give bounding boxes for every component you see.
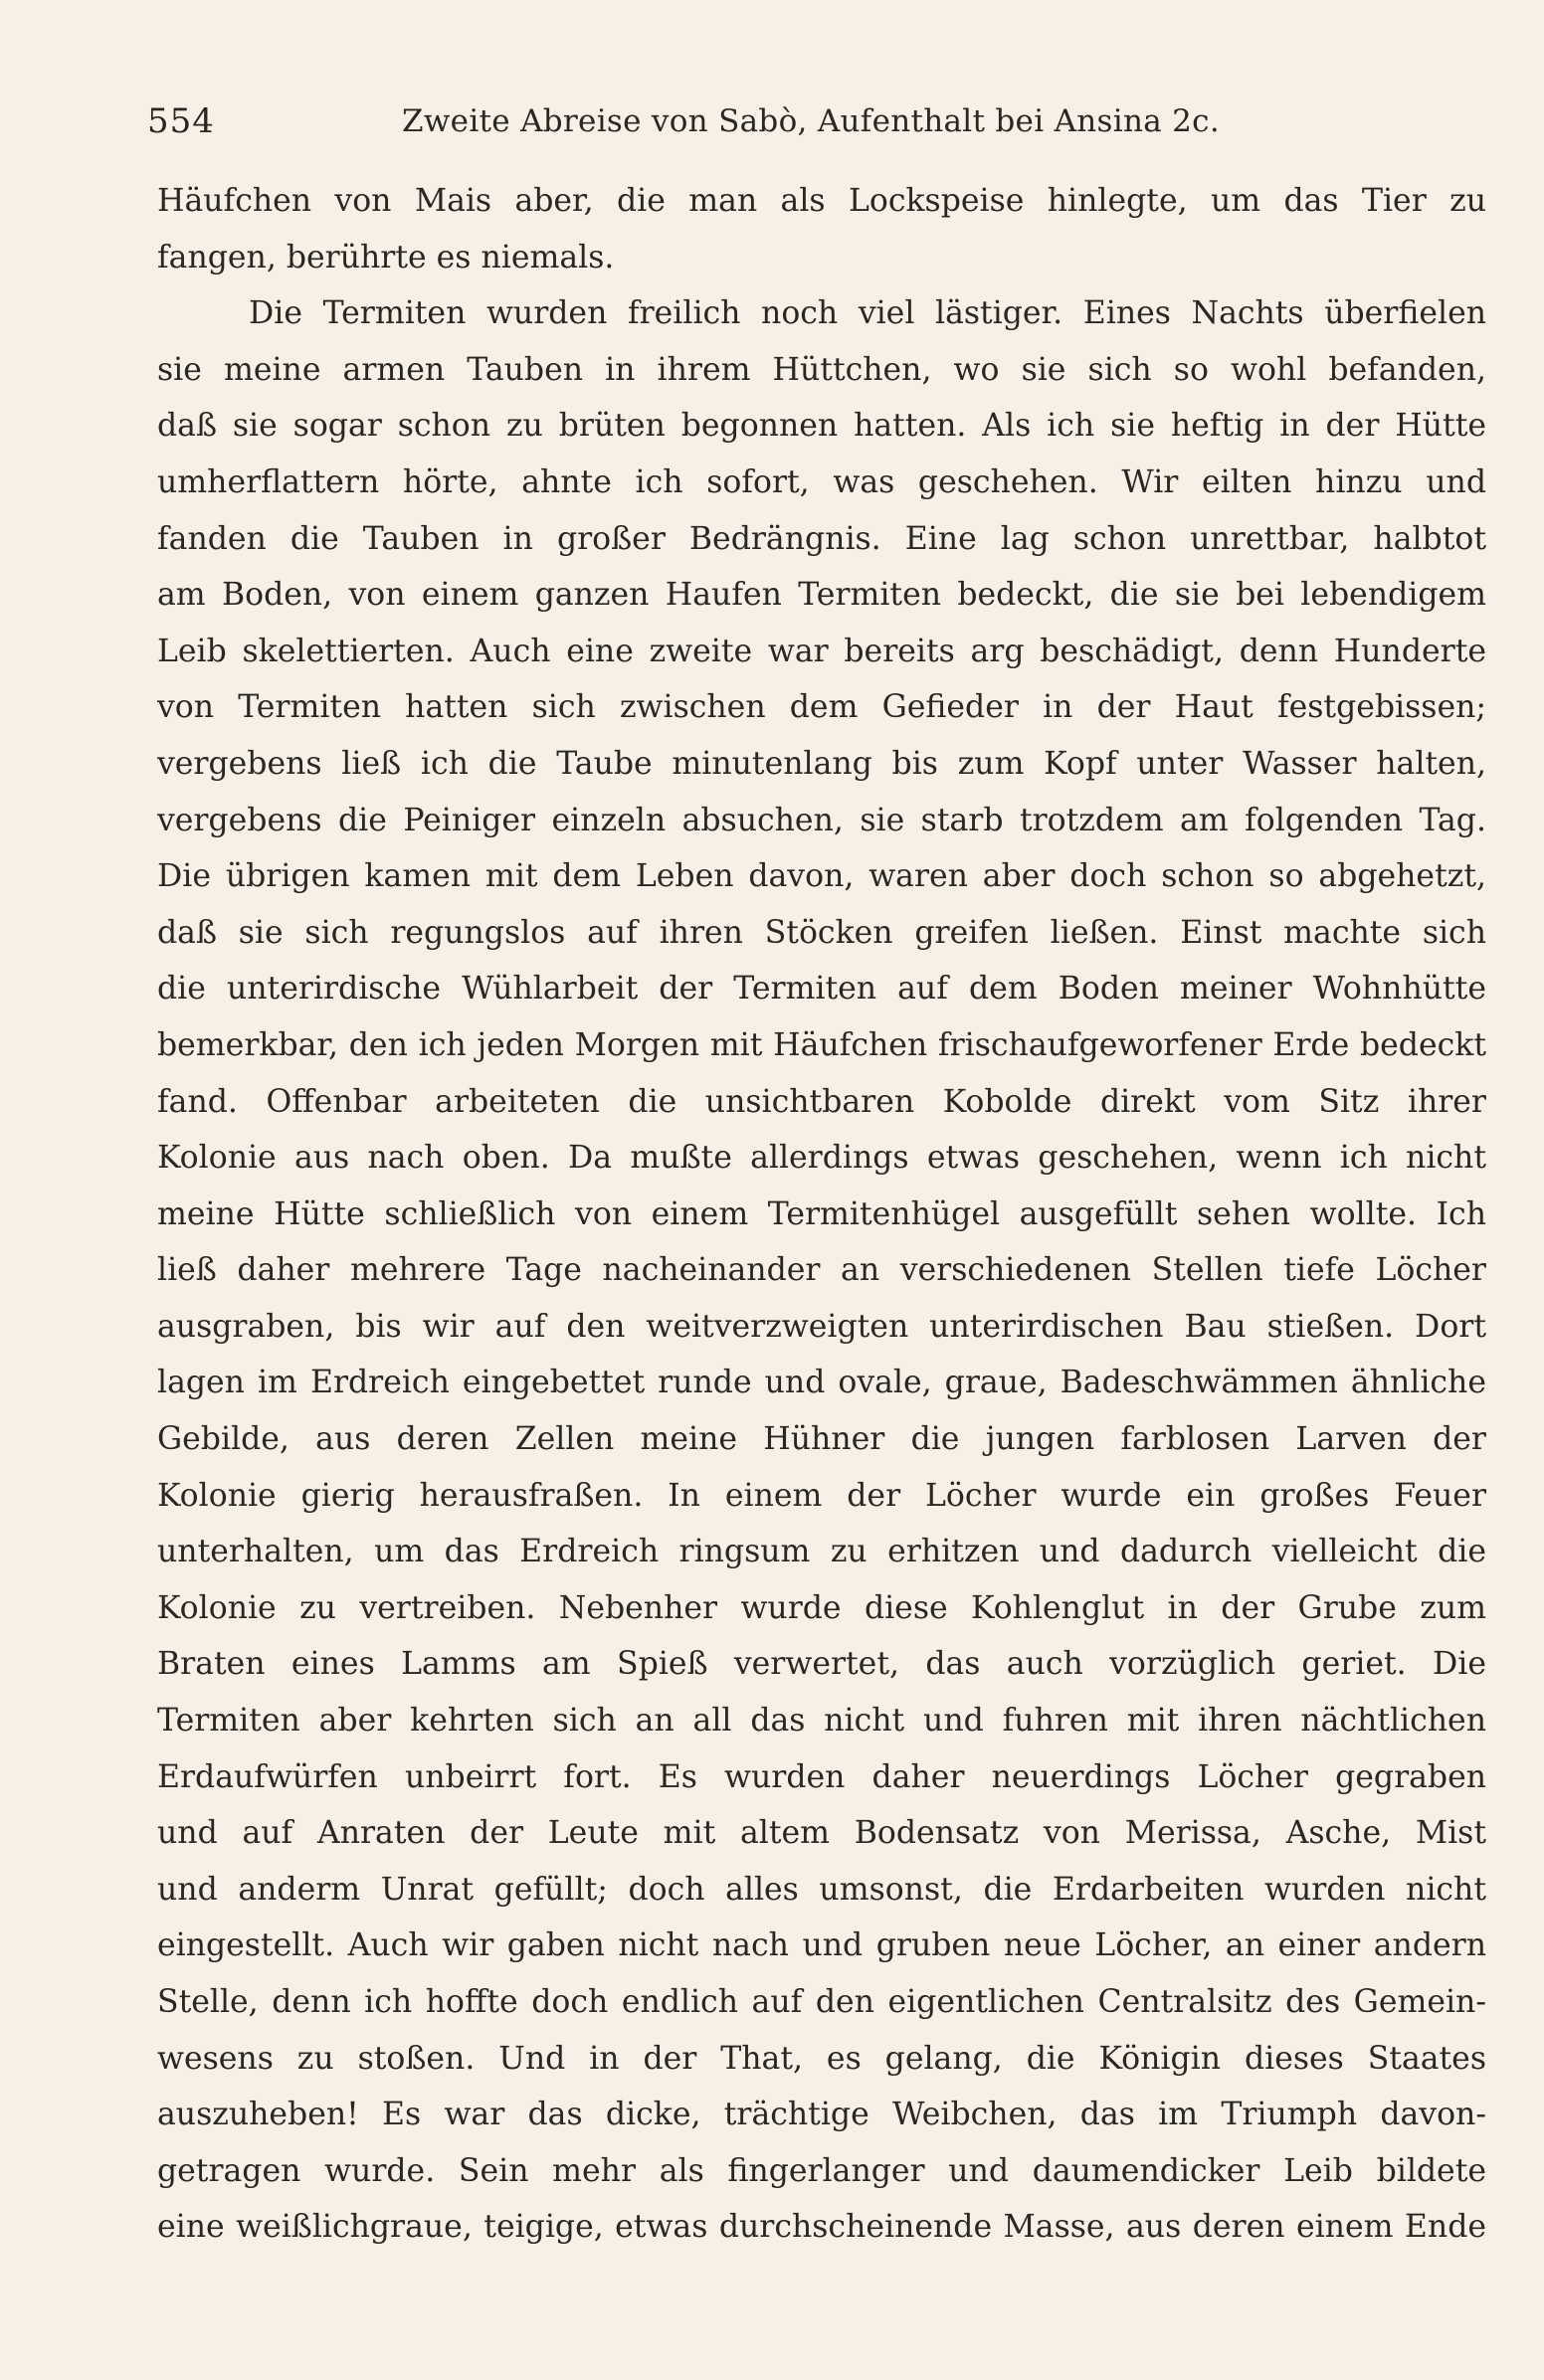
text-line: Kolonie zu vertreiben. Nebenher wurde diese Kohlenglut in der Grube zum [157,1589,1486,1626]
text-line: Braten eines Lamms am Spieß verwertet, das auch vorzüglich geriet. Die [157,1646,1486,1683]
text-line: fand. Offenbar arbeiteten die unsichtbaren Kobolde direkt vom Sitz ihrer [157,1083,1486,1120]
text-line: bemerkbar, den ich jeden Morgen mit Häufchen frischaufgeworfener Erde bedeckt [157,1026,1486,1063]
text-line: Termiten aber kehrten sich an all das nicht und fuhren mit ihren nächtlichen [157,1703,1486,1739]
text-line: Die übrigen kamen mit dem Leben davon, waren aber doch schon so abgehetzt, [157,858,1486,895]
text-line: unterhalten, um das Erdreich ringsum zu erhitzen und dadurch vielleicht die [157,1534,1486,1570]
page-header [147,92,1484,151]
text-line: fanden die Tauben in großer Bedrängnis. Eine lag schon unrettbar, halbtot [157,520,1486,557]
text-line: daß sie sogar schon zu brüten begonnen hatten. Als ich sie heftig in der Hütte [157,408,1486,445]
text-line: umherflattern hörte, ahnte ich sofort, was geschehen. Wir eilten hinzu und [157,463,1486,500]
text-line: eingestellt. Auch wir gaben nicht nach und gruben neue Löcher, an einer andern [157,1927,1486,1964]
text-line: Erdaufwürfen unbeirrt fort. Es wurden daher neuerdings Löcher gegraben [157,1758,1486,1795]
running-head: Zweite Abreise von Sabò, Aufenthalt bei Ansina 2c. [402,103,1220,139]
page-number: 554 [147,101,215,141]
text-line: Leib skelettierten. Auch eine zweite war bereits arg beschädigt, denn Hunderte [157,633,1486,669]
text-line: und auf Anraten der Leute mit altem Bodensatz von Merissa, Asche, Mist [157,1815,1486,1852]
text-line: und anderm Unrat gefüllt; doch alles umsonst, die Erdarbeiten wurden nicht [157,1871,1486,1908]
body-text [157,173,1486,2256]
text-line: wesens zu stoßen. Und in der That, es gelang, die Königin dieses Staates [157,2040,1486,2077]
text-line: Kolonie aus nach oben. Da mußte allerdings etwas geschehen, wenn ich nicht [157,1140,1486,1177]
text-line: auszuheben! Es war das dicke, trächtige Weibchen, das im Triumph davon- [157,2097,1486,2133]
text-line: vergebens die Peiniger einzeln absuchen, sie starb trotzdem am folgenden Tag. [157,802,1486,838]
text-line: eine weißlichgraue, teigige, etwas durchscheinende Masse, aus deren einem Ende [157,2209,1486,2246]
text-line: Die Termiten wurden freilich noch viel lästiger. Eines Nachts überfielen [249,295,1486,332]
text-line: Kolonie gierig herausfraßen. In einem der Löcher wurde ein großes Feuer [157,1477,1486,1514]
text-line: ausgraben, bis wir auf den weitverzweigten unterirdischen Bau stießen. Dort [157,1308,1486,1345]
text-line: lagen im Erdreich eingebettet runde und ovale, graue, Badeschwämmen ähnliche [157,1365,1486,1401]
text-line: getragen wurde. Sein mehr als fingerlanger und daumendicker Leib bildete [157,2152,1486,2189]
text-line: meine Hütte schließlich von einem Termitenhügel ausgefüllt sehen wollte. Ich [157,1195,1486,1232]
text-line: sie meine armen Tauben in ihrem Hüttchen, wo sie sich so wohl befanden, [157,351,1486,388]
text-line: ließ daher mehrere Tage nacheinander an verschiedenen Stellen tiefe Löcher [157,1252,1486,1289]
text-line: die unterirdische Wühlarbeit der Termiten auf dem Boden meiner Wohnhütte [157,971,1486,1007]
text-line: am Boden, von einem ganzen Haufen Termiten bedeckt, die sie bei lebendigem [157,577,1486,614]
text-line: Gebilde, aus deren Zellen meine Hühner die jungen farblosen Larven der [157,1421,1486,1458]
text-line: vergebens ließ ich die Taube minutenlang bis zum Kopf unter Wasser halten, [157,745,1486,782]
text-line: Stelle, denn ich hoffte doch endlich auf den eigentlichen Centralsitz des Gemein- [157,1984,1486,2020]
text-line: fangen, berührte es niemals. [157,239,615,275]
text-line: daß sie sich regungslos auf ihren Stöcken greifen ließen. Einst machte sich [157,914,1486,951]
text-line: von Termiten hatten sich zwischen dem Gefieder in der Haut festgebissen; [157,689,1486,726]
text-line: Häufchen von Mais aber, die man als Lockspeise hinlegte, um das Tier zu [157,183,1486,219]
